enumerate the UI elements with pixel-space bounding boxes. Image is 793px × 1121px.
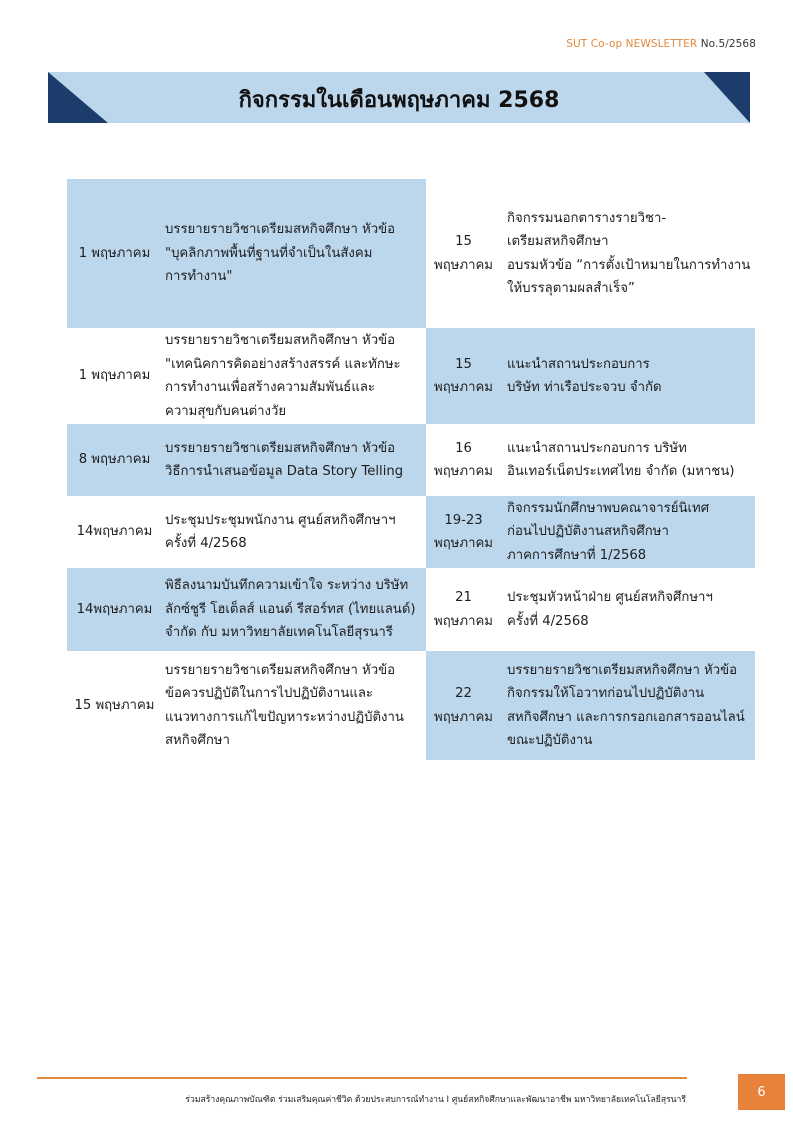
newsletter-issue: No.5/2568 bbox=[700, 38, 756, 50]
activity-description: บรรยายรายวิชาเตรียมสหกิจศึกษา หัวข้อ "เทคนิคการคิดอย่างสร้างสรรค์ และทักษะ การทำงานเพื่อสร้างความสัมพันธ์และ ความสุขกับคนต่างวัย bbox=[165, 333, 401, 419]
schedule-row-right bbox=[426, 179, 755, 328]
activity-date: 1 พฤษภาคม bbox=[78, 245, 151, 261]
schedule-row-left bbox=[67, 179, 426, 328]
activity-description: บรรยายรายวิชาเตรียมสหกิจศึกษา หัวข้อ กิจกรรมให้โอวาทก่อนไปปฏิบัติงาน สหกิจศึกษา และการกรอกเอกสารออนไลน์ ขณะปฏิบัติงาน bbox=[507, 662, 745, 748]
activity-description: ประชุมประชุมพนักงาน ศูนย์สหกิจศึกษาฯ ครั้งที่ 4/2568 bbox=[165, 512, 396, 551]
newsletter-brand: SUT Co-op NEWSLETTER bbox=[566, 38, 698, 50]
schedule-row-left bbox=[67, 568, 426, 651]
activity-date: 21 พฤษภาคม bbox=[434, 590, 493, 629]
newsletter-header bbox=[566, 38, 756, 50]
activity-date: 1 พฤษภาคม bbox=[78, 368, 151, 384]
schedule-row-right bbox=[426, 651, 755, 760]
schedule-row-left bbox=[67, 424, 426, 496]
activity-date: 22 พฤษภาคม bbox=[434, 686, 493, 725]
activity-description: พิธีลงนามบันทึกความเข้าใจ ระหว่าง บริษัท ลักซ์ชูรี โฮเต็ลส์ แอนด์ รีสอร์ทส (ไทยแลนด์) จำกัด กับ มหาวิทยาลัยเทคโนโลยีสุรนารี bbox=[165, 578, 416, 641]
footer-divider bbox=[37, 1077, 687, 1079]
activity-date: 14พฤษภาคม bbox=[76, 524, 153, 540]
activity-schedule-table bbox=[67, 179, 755, 760]
schedule-row-left bbox=[67, 496, 426, 568]
page-title: กิจกรรมในเดือนพฤษภาคม 2568 bbox=[238, 88, 560, 113]
activity-description: บรรยายรายวิชาเตรียมสหกิจศึกษา หัวข้อ วิธีการนำเสนอข้อมูล Data Story Telling bbox=[165, 440, 404, 479]
activity-date: 8 พฤษภาคม bbox=[78, 452, 151, 468]
schedule-row-right bbox=[426, 424, 755, 496]
schedule-row-left bbox=[67, 328, 426, 424]
activity-date: 19-23 พฤษภาคม bbox=[434, 512, 493, 551]
activity-description: กิจกรรมนักศึกษาพบคณาจารย์นิเทศ ก่อนไปปฏิบัติงานสหกิจศึกษา ภาคการศึกษาที่ 1/2568 bbox=[507, 500, 710, 563]
activity-description: ประชุมหัวหน้าฝ่าย ศูนย์สหกิจศึกษาฯ ครั้งที่ 4/2568 bbox=[507, 590, 713, 629]
activity-date: 16 พฤษภาคม bbox=[434, 440, 493, 479]
schedule-row-right bbox=[426, 496, 755, 568]
activity-date: 14พฤษภาคม bbox=[76, 601, 153, 617]
schedule-row-right bbox=[426, 568, 755, 651]
footer-slogan: ร่วมสร้างคุณภาพบัณฑิต ร่วมเสริมคุณค่าชีวิต ด้วยประสบการณ์ทำงาน I ศูนย์สหกิจศึกษาและพัฒนาอาชีพ มหาวิทยาลัยเทคโนโลยีสุรนารี bbox=[185, 1095, 686, 1105]
activity-description: แนะนำสถานประกอบการ บริษัท อินเทอร์เน็ตประเทศไทย จำกัด (มหาชน) bbox=[507, 440, 735, 479]
schedule-row-right bbox=[426, 328, 755, 424]
title-banner bbox=[48, 72, 750, 123]
activity-date: 15 พฤษภาคม bbox=[74, 697, 155, 713]
activity-description: แนะนำสถานประกอบการ บริษัท ท่าเรือประจวบ จำกัด bbox=[507, 356, 662, 395]
activity-description: กิจกรรมนอกตารางรายวิชา- เตรียมสหกิจศึกษา อบรมหัวข้อ “การตั้งเป้าหมายในการทำงาน ให้บรรลุตามผลสำเร็จ” bbox=[507, 210, 751, 296]
activity-date: 15 พฤษภาคม bbox=[434, 234, 493, 273]
activity-date: 15 พฤษภาคม bbox=[434, 356, 493, 395]
activity-description: บรรยายรายวิชาเตรียมสหกิจศึกษา หัวข้อ "บุคลิกภาพพื้นที่ฐานที่จำเป็นในสังคม การทำงาน" bbox=[165, 222, 396, 285]
page-number: 6 bbox=[738, 1074, 785, 1110]
activity-description: บรรยายรายวิชาเตรียมสหกิจศึกษา หัวข้อ ข้อควรปฏิบัติในการไปปฏิบัติงานและ แนวทางการแก้ไขปัญหาระหว่างปฏิบัติงาน สหกิจศึกษา bbox=[165, 662, 404, 748]
schedule-row-left bbox=[67, 651, 426, 760]
